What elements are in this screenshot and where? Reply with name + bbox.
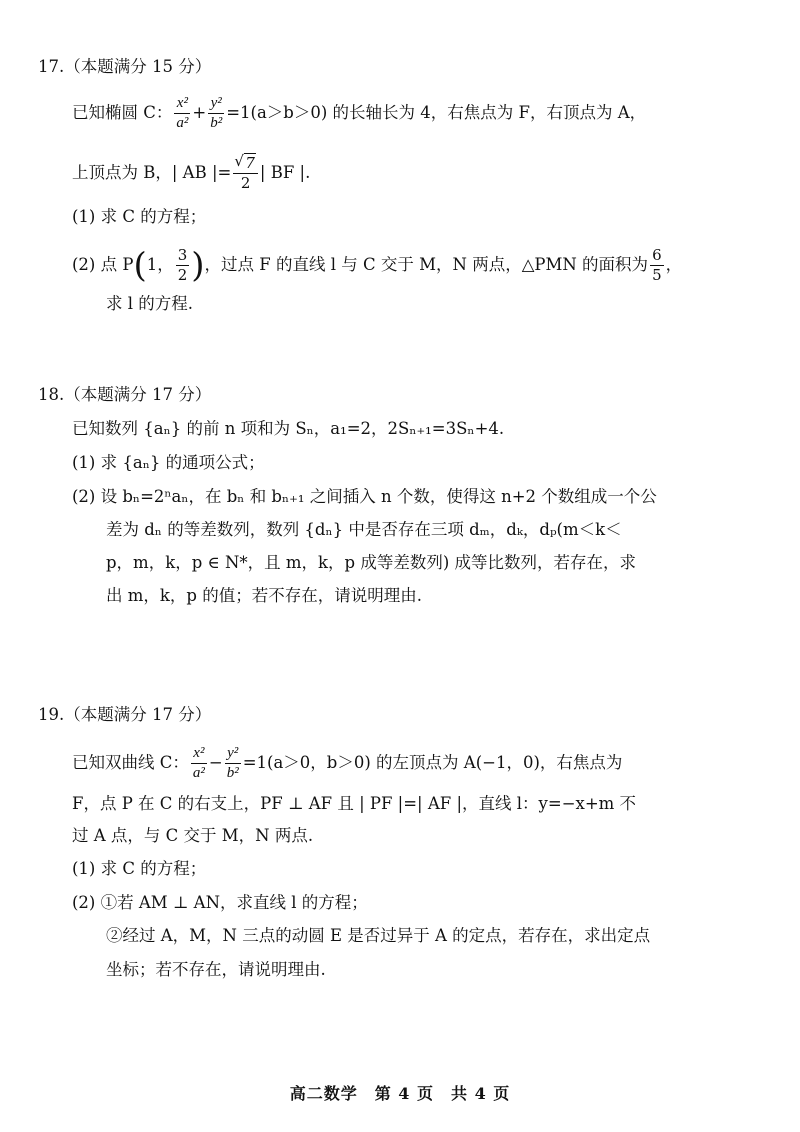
problem-17-intro: 已知椭圆 C： $\frac{\text{x²}}{\text{a²}}$ + $\frac{\text{y²}}{\text{b²}}$ =1(a＞b＞0) 的长轴长为 4，右焦点为 F，右顶点为 A， — [72, 95, 647, 131]
problem-19-q2-part1: (2) ①若 AM ⊥ AN，求直线 l 的方程； — [72, 893, 368, 912]
frac-den: a² — [192, 765, 205, 781]
frac-den: 2 — [177, 266, 188, 284]
frac-den: a² — [176, 115, 189, 131]
problem-19-intro: 已知双曲线 C： $\frac{\text{x²}}{\text{a²}}$ − $\frac{\text{y²}}{\text{b²}}$ =1(a＞0，b＞0) 的左顶点为 A(−1，0)，右焦点为 — [72, 745, 623, 781]
point-p-y-fraction — [176, 248, 190, 283]
problem-18-intro: 已知数列 {aₙ} 的前 n 项和为 Sₙ，a₁=2，2Sₙ₊₁=3Sₙ+4. — [72, 419, 505, 438]
problem-18-q2-line1: (2) 设 bₙ=2ⁿaₙ，在 bₙ 和 bₙ₊₁ 之间插入 n 个数，使得这 n+2 个数组成一个公 — [72, 487, 657, 506]
ellipse-x-fraction — [174, 96, 190, 131]
frac-den: 2 — [240, 174, 251, 192]
p17-line2-b: | BF |. — [259, 163, 311, 182]
frac-den: 5 — [652, 266, 662, 284]
problem-17-line2 — [72, 156, 310, 191]
p19-intro-a: 已知双曲线 C： — [72, 753, 189, 772]
problem-18-header: 18.（本题满分 17 分） — [38, 385, 212, 404]
area-fraction — [650, 248, 664, 283]
problem-19-q1: (1) 求 C 的方程； — [72, 859, 207, 878]
right-paren: ) — [191, 245, 205, 286]
problem-19-q2-part2: ②经过 A，M，N 三点的动圆 E 是否过异于 A 的定点，若存在，求出定点 — [106, 926, 651, 945]
ellipse-y-fraction — [208, 96, 224, 131]
hyperbola-x-fraction — [191, 746, 207, 781]
p17-intro-b: =1(a＞b＞0) 的长轴长为 4，右焦点为 F，右顶点为 A， — [226, 103, 647, 122]
problem-18-q1: (1) 求 {aₙ} 的通项公式； — [72, 453, 265, 472]
hyperbola-y-fraction — [225, 746, 241, 781]
page-footer: 高二数学 第 4 页 共 4 页 — [289, 1084, 511, 1103]
frac-den: b² — [226, 765, 239, 781]
sqrt-value: 7 — [245, 154, 255, 172]
frac-num: x² — [174, 96, 190, 114]
problem-18-q2-line3: p，m，k，p ∈ N*，且 m，k，p 成等差数列) 成等比数列，若存在，求 — [106, 553, 637, 572]
p17-q2-a: (2) 点 P — [72, 255, 134, 274]
frac-num: 6 — [652, 246, 662, 264]
frac-num: x² — [191, 746, 207, 764]
frac-den: b² — [210, 115, 223, 131]
p19-intro-b: =1(a＞0，b＞0) 的左顶点为 A(−1，0)，右焦点为 — [242, 753, 623, 772]
problem-18-q2-line2: 差为 dₙ 的等差数列，数列 {dₙ} 中是否存在三项 dₘ，dₖ，dₚ(m＜k＜ — [106, 520, 622, 539]
p17-q2-b: ，过点 F 的直线 l 与 C 交于 M，N 两点，△PMN 的面积为 — [204, 255, 649, 274]
problem-17-q1: (1) 求 C 的方程； — [72, 207, 207, 226]
problem-19-header: 19.（本题满分 17 分） — [38, 705, 212, 724]
left-paren: ( — [133, 245, 147, 286]
sqrt7-over-2 — [233, 156, 258, 191]
problem-18-q2-line4: 出 m，k，p 的值；若不存在，请说明理由. — [106, 586, 422, 605]
point-p-x: 1， — [146, 255, 174, 274]
problem-17-q2 — [72, 245, 683, 286]
problem-19-q2-part2-cont: 坐标；若不存在，请说明理由. — [106, 960, 326, 979]
problem-19-line3: 过 A 点，与 C 交于 M，N 两点. — [72, 826, 314, 845]
p17-line2-a: 上顶点为 B，| AB |= — [72, 163, 232, 182]
problem-17-q2-cont: 求 l 的方程. — [106, 294, 194, 313]
p17-intro-a: 已知椭圆 C： — [72, 103, 173, 122]
frac-num: 3 — [177, 246, 188, 264]
problem-17-header: 17.（本题满分 15 分） — [38, 57, 212, 76]
frac-num: y² — [225, 746, 241, 764]
frac-num: y² — [208, 96, 224, 114]
p17-q2-c: ， — [665, 255, 683, 274]
problem-19-line2: F，点 P 在 C 的右支上，PF ⊥ AF 且 | PF |=| AF |，直线 l：y=−x+m 不 — [72, 794, 637, 813]
